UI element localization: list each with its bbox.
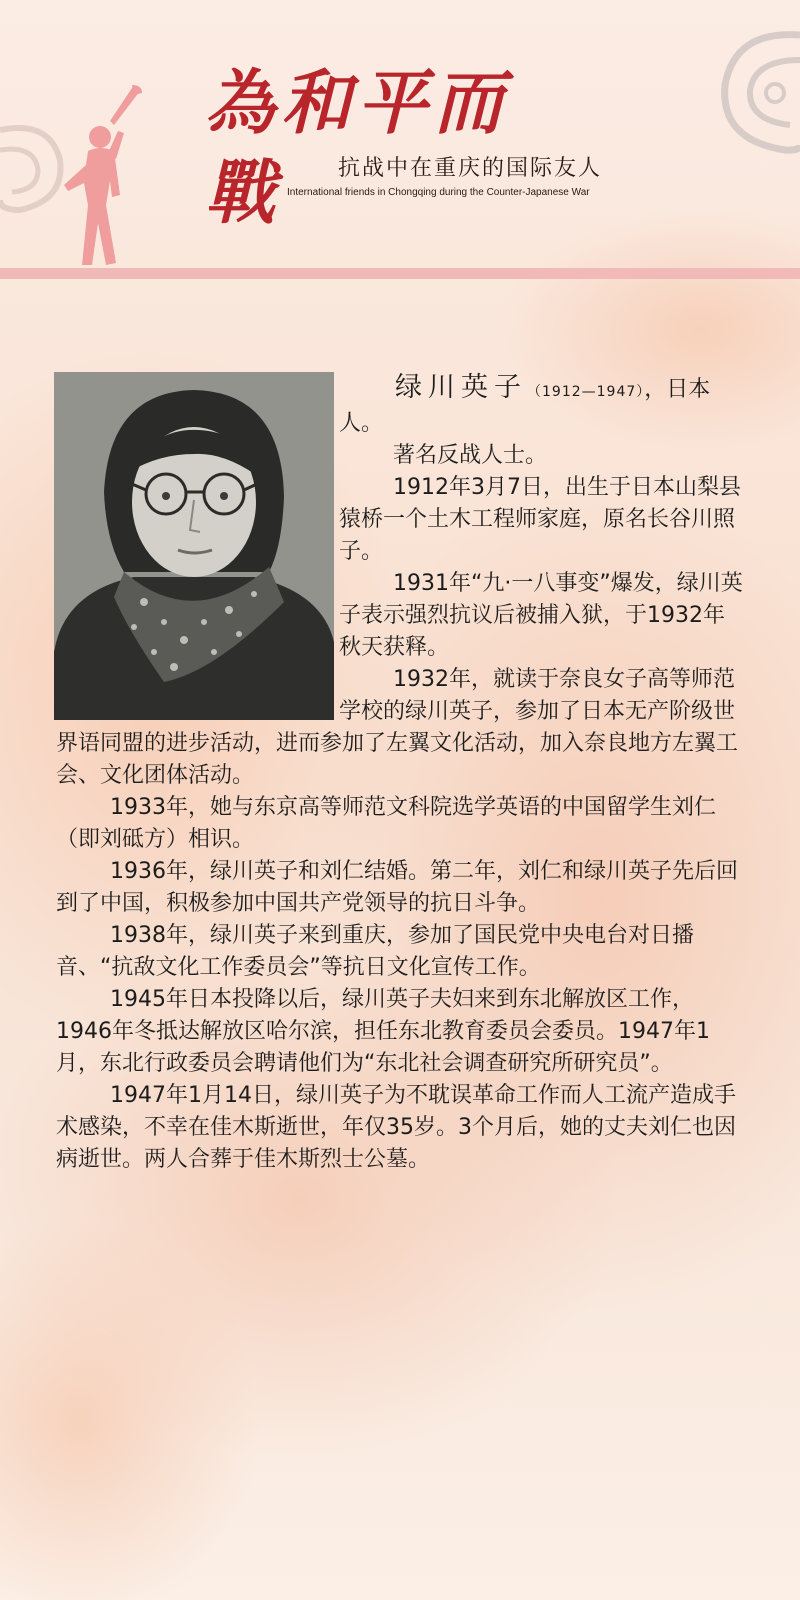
- page-title: 為和平而戰: [205, 61, 509, 234]
- bio-paragraph: 1947年1月14日，绿川英子为不耽误革命工作而人工流产造成手术感染，不幸在佳木斯逝世，年仅35岁。3个月后，她的丈夫刘仁也因病逝世。两人合葬于佳木斯烈士公墓。: [56, 1083, 736, 1172]
- header-divider: [0, 268, 800, 279]
- bio-paragraph: 1945年日本投降以后，绿川英子夫妇来到东北解放区工作，1946年冬抵达解放区哈尔滨，担任东北教育委员会委员。1947年1月，东北行政委员会聘请他们为“东北社会调查研究所研究员”。: [56, 987, 710, 1076]
- bio-paragraph: 1936年，绿川英子和刘仁结婚。第二年，刘仁和绿川英子先后回到了中国，积极参加中国共产党领导的抗日斗争。: [56, 859, 738, 916]
- bio-paragraph: 1938年，绿川英子来到重庆，参加了国民党中央电台对日播音、“抗敌文化工作委员会”等抗日文化宣传工作。: [56, 923, 694, 980]
- cloud-swirl-icon: [715, 25, 800, 165]
- page-subtitle-english: International friends in Chongqing during the Counter-Japanese War: [287, 187, 590, 198]
- person-years: （1912—1947）: [527, 384, 645, 400]
- biography-text: [56, 372, 746, 1176]
- bio-paragraph: 1933年，她与东京高等师范文科院选学英语的中国留学生刘仁（即刘砥方）相识。: [56, 795, 716, 852]
- page-header: [0, 0, 800, 270]
- bio-paragraph: 著名反战人士。: [393, 443, 548, 468]
- person-nationality: ，日本人。: [339, 377, 711, 436]
- photo-spacer: [56, 372, 339, 725]
- person-name: 绿川英子: [395, 372, 527, 403]
- trumpeter-silhouette-icon: [62, 85, 142, 270]
- bio-paragraph: 1931年“九·一八事变”爆发，绿川英子表示强烈抗议后被捕入狱，于1932年秋天获释。: [339, 571, 743, 660]
- bio-paragraph: 1912年3月7日，出生于日本山梨县猿桥一个土木工程师家庭，原名长谷川照子。: [339, 475, 741, 564]
- bio-paragraph: 1932年，就读于奈良女子高等师范学校的绿川英子，参加了日本无产阶级世界语同盟的进步活动，进而参加了左翼文化活动，加入奈良地方左翼工会、文化团体活动。: [56, 667, 739, 788]
- page-subtitle: 抗战中在重庆的国际友人: [338, 156, 603, 181]
